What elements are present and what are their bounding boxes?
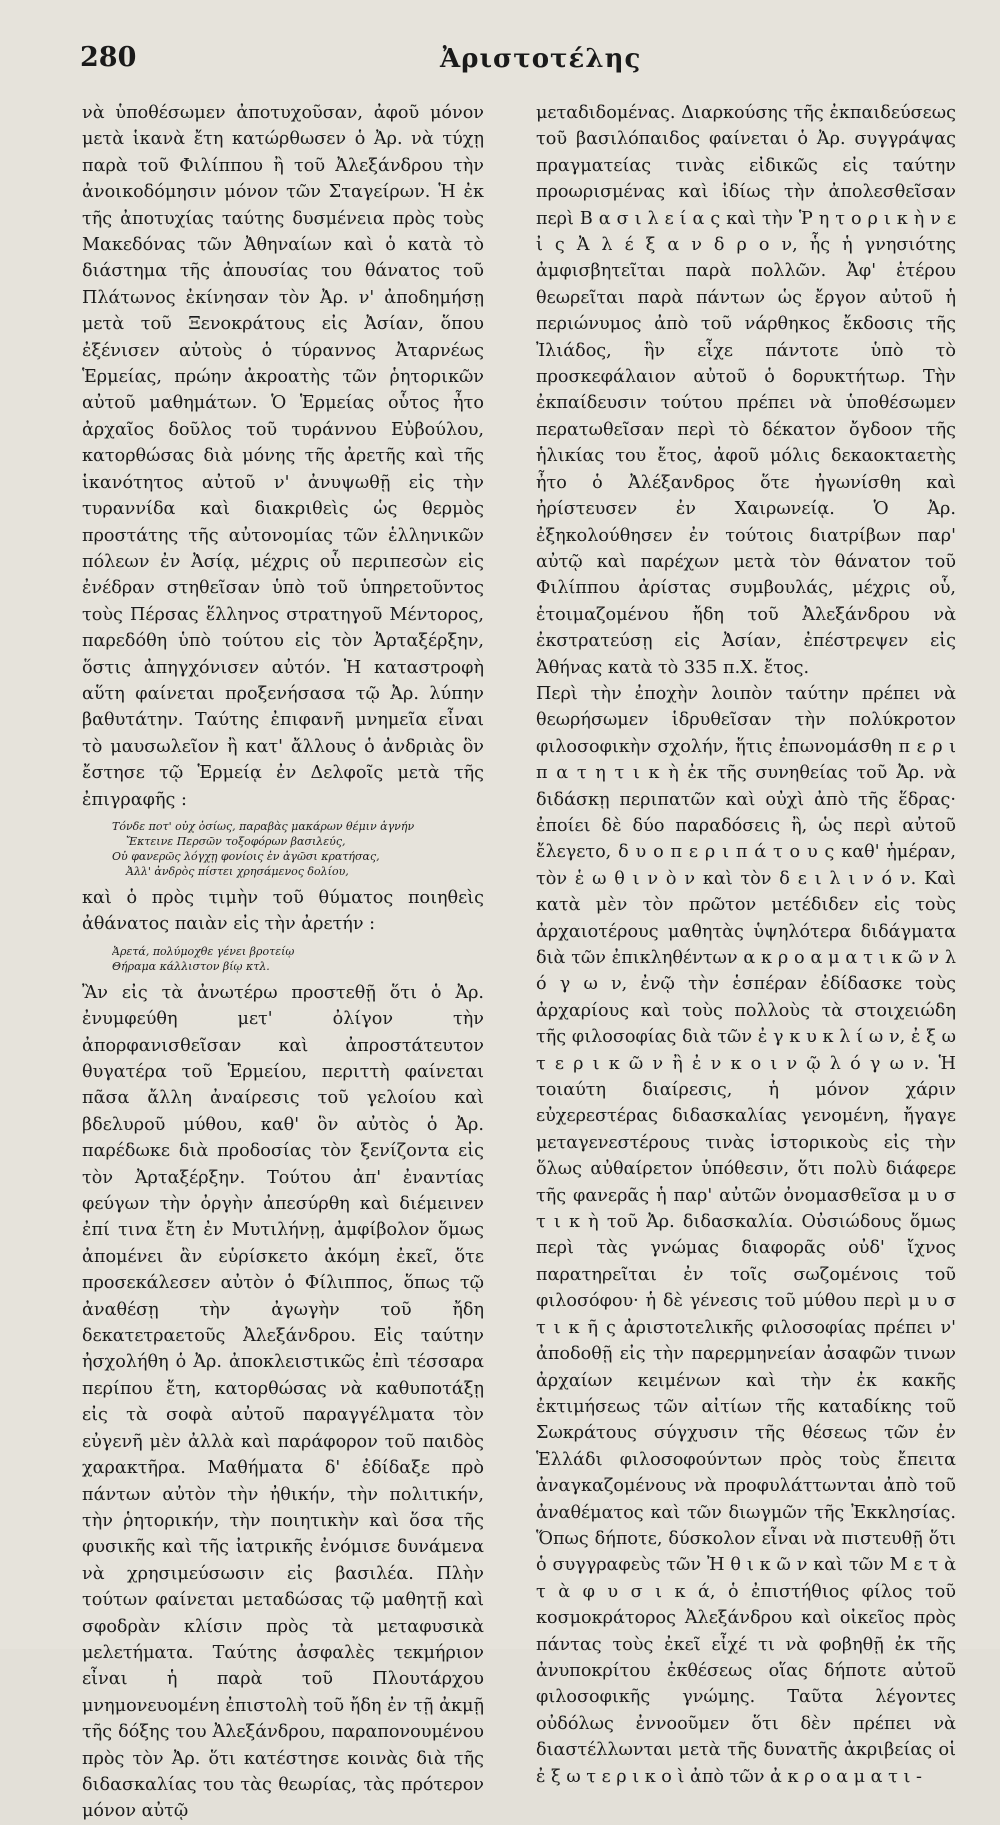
epigram-line: Τόνδε ποτ' οὐχ ὁσίως, παραβὰς μακάρων θέμιν ἁγνήν xyxy=(112,819,415,833)
epigram-hymn xyxy=(112,944,484,974)
page-header xyxy=(80,42,960,82)
epigram-line: Θήραμα κάλλιστον βίῳ κτλ. xyxy=(112,959,270,973)
page-number: 280 xyxy=(80,42,137,73)
running-title: Ἀριστοτέλης xyxy=(440,44,642,74)
epigram-line: Ἀλλ' ἀνδρὸς πίστει χρησάμενος δολίου, xyxy=(126,864,349,878)
right-paragraph-2: Περὶ τὴν ἐποχὴν λοιπὸν ταύτην πρέπει νὰ θεωρήσωμεν ἱδρυθεῖσαν τὴν πολύκροτον φιλοσοφικὴν σχολήν, ἥτις ἐπωνομάσθη π ε ρ ι π α τ η τ ι κ ὴ ἐκ τῆς συνηθείας τοῦ Ἀρ. νὰ διδάσκῃ περιπατῶν καὶ οὐχὶ ἀπὸ τῆς ἕδρας· ἐποίει δὲ δύο παραδόσεις ἢ, ὡς περὶ αὐτοῦ ἔλεγετο, δ υ ο π ε ρ ι π ά τ ο υ ς καθ' ἡμέραν, τὸν ἑ ω θ ι ν ὸ ν καὶ τὸν δ ε ι λ ι ν ό ν. Καὶ κατὰ μὲν τὸν πρῶτον μετέδιδεν εἰς τοὺς ἀρχαιοτέρους μαθητὰς ὑψηλότερα διδάγματα διὰ τῶν ἐπικληθέντων α κ ρ ο α μ α τ ι κ ῶ ν λ ό γ ω ν, ἐνῷ τὴν ἑσπέραν ἐδίδασκε τοὺς ἀρχαρίους καὶ τοὺς πολλοὺς τὰ στοιχειώδη τῆς φιλοσοφίας διὰ τῶν ἐ γ κ υ κ λ ί ω ν, ἐ ξ ω τ ε ρ ι κ ῶ ν ἢ ἐ ν κ ο ι ν ῷ λ ό γ ω ν. Ἡ τοιαύτη διαίρεσις, ἡ μόνον χάριν εὐχερεστέρας διδασκαλίας γενομένη, ἤγαγε μεταγενεστέρους τινὰς ἱστορικοὺς εἰς τὴν ὅλως αὐθαίρετον ὑπόθεσιν, ὅτι πολὺ διάφερε τῆς φανερᾶς ἡ παρ' αὐτῶν ὀνομασθεῖσα μ υ σ τ ι κ ὴ τοῦ Ἀρ. διδασκαλία. Οὐσιώδους ὅμως περὶ τὰς γνώμας διαφορᾶς οὐδ' ἴχνος παρατηρεῖται ἐν τοῖς σωζομένοις τοῦ φιλοσόφου· ἡ δὲ γένεσις τοῦ μύθου περὶ μ υ σ τ ι κ ῆ ς ἀριστοτελικῆς φιλοσοφίας πρέπει ν' ἀποδοθῇ εἰς τὴν παρερμηνείαν ἀσαφῶν τινων ἀρχαίων κειμένων καὶ τὴν ἐκ κακῆς ἐκτιμήσεως τῶν αἰτίων τῆς καταδίκης τοῦ Σωκράτους σύγχυσιν τῆς θέσεως τῶν ἐν Ἑλλάδι φιλοσοφούντων πρὸς τοὺς ἔπειτα ἀναγκαζομένους νὰ προφυλάττωνται ἀπὸ τοῦ ἀναθέματος καὶ τῶν διωγμῶν τῆς Ἐκκλησίας. Ὅπως δήποτε, δύσκολον εἶναι νὰ πιστευθῇ ὅτι ὁ συγγραφεὺς τῶν Ἠ θ ι κ ῶ ν καὶ τῶν Μ ε τ ὰ τ ὰ φ υ σ ι κ ά, ὁ ἐπιστήθιος φίλος τοῦ κοσμοκράτορος Ἀλεξάνδρου καὶ οἰκεῖος πρὸς πάντας τοὺς ἐκεῖ εἶχέ τι νὰ φοβηθῇ ἐκ τῆς ἀνυποκρίτου ἐκθέσεως οἵας δήποτε αὐτοῦ φιλοσοφικῆς γνώμης. Ταῦτα λέγοντες οὐδόλως ἐννοοῦμεν ὅτι δὲν πρέπει νὰ διαστέλλωνται μετὰ τῆς δυνατῆς ἀκριβείας οἱ ἐ ξ ω τ ε ρ ι κ ο ὶ ἀπὸ τῶν ἀ κ ρ ο α μ α τ ι - xyxy=(536,683,956,1787)
epigram-hermias xyxy=(112,819,484,879)
epigram-line: Οὐ φανερῶς λόγχῃ φονίοις ἐν ἀγῶσι κρατήσας, xyxy=(112,849,380,863)
epigram-line: Ἔκτεινε Περσῶν τοξοφόρων βασιλεύς, xyxy=(126,834,346,848)
left-paragraph-1: νὰ ὑποθέσωμεν ἀποτυχοῦσαν, ἀφοῦ μόνον μετὰ ἱκανὰ ἔτη κατώρθωσεν ὁ Ἀρ. νὰ τύχῃ παρὰ τοῦ Φιλίππου ἢ τοῦ Ἀλεξάνδρου τὴν ἀνοικοδόμησιν μόνον τῶν Σταγείρων. Ἡ ἐκ τῆς ἀποτυχίας ταύτης δυσμένεια πρὸς τοὺς Μακεδόνας τῶν Ἀθηναίων καὶ ὁ κατὰ τὸ διάστημα τῆς ἀπουσίας του θάνατος τοῦ Πλάτωνος ἐκίνησαν τὸν Ἀρ. ν' ἀποδημήσῃ μετὰ τοῦ Ξενοκράτους εἰς Ἀσίαν, ὅπου ἐξένισεν αὐτοὺς ὁ τύραννος Ἀταρνέως Ἑρμείας, πρώην ἀκροατὴς τῶν ῥητορικῶν αὐτοῦ μαθημάτων. Ὁ Ἑρμείας οὗτος ἦτο ἀρχαῖος δοῦλος τοῦ τυράννου Εὐβούλου, κατορθώσας διὰ μόνης τῆς ἀρετῆς καὶ τῆς ἱκανότητος αὐτοῦ ν' ἀνυψωθῇ εἰς τὴν τυραννίδα καὶ διακριθεὶς ὡς θερμὸς προστάτης τῆς αὐτονομίας τῶν ἑλληνικῶν πόλεων ἐν Ἀσίᾳ, μέχρις οὗ περιπεσὼν εἰς ἐνέδραν στηθεῖσαν ὑπὸ τοῦ ὑπηρετοῦντος τοὺς Πέρσας ἕλληνος στρατηγοῦ Μέντορος, παρεδόθη ὑπὸ τούτου εἰς τὸν Ἀρταξέρξην, ὅστις ἀπηγχόνισεν αὐτόν. Ἡ καταστροφὴ αὕτη φαίνεται προξενήσασα τῷ Ἀρ. λύπην βαθυτάτην. Ταύτης ἐπιφανῆ μνημεῖα εἶναι τὸ μαυσωλεῖον ἢ κατ' ἄλλους ὁ ἀνδριὰς ὃν ἔστησε τῷ Ἑρμείᾳ ἐν Δελφοῖς μετὰ τῆς ἐπιγραφῆς : xyxy=(82,103,484,810)
left-paragraph-2: καὶ ὁ πρὸς τιμὴν τοῦ θύματος ποιηθεὶς ἀθάνατος παιὰν εἰς τὴν ἀρετήν : xyxy=(82,887,484,935)
right-paragraph-1: μεταδιδομένας. Διαρκούσης τῆς ἐκπαιδεύσεως τοῦ βασιλόπαιδος φαίνεται ὁ Ἀρ. συγγράψας πραγματείας τινὰς εἰδικῶς εἰς ταύτην προωρισμένας καὶ ἰδίως τὴν ἀπολεσθεῖσαν περὶ Β α σ ι λ ε ί α ς καὶ τὴν Ῥ η τ ο ρ ι κ ὴ ν ε ἰ ς Ἀ λ έ ξ α ν δ ρ ο ν, ἧς ἡ γνησιότης ἀμφισβητεῖται παρὰ πολλῶν. Ἀφ' ἑτέρου θεωρεῖται παρὰ πάντων ὡς ἔργον αὐτοῦ ἡ περιώνυμος ἀπὸ τοῦ νάρθηκος ἔκδοσις τῆς Ἰλιάδος, ἣν εἶχε πάντοτε ὑπὸ τὸ προσκεφάλαιον αὐτοῦ ὁ δορυκτήτωρ. Τὴν ἐκπαίδευσιν τούτου πρέπει νὰ ὑποθέσωμεν περατωθεῖσαν περὶ τὸ δέκατον ὄγδοον τῆς ἡλικίας του ἔτος, ἀφοῦ μόλις δεκαοκταετὴς ἦτο ὁ Ἀλέξανδρος ὅτε ἠγωνίσθη καὶ ἠρίστευσεν ἐν Χαιρωνείᾳ. Ὁ Ἀρ. ἐξηκολούθησεν ἐν τούτοις διατρίβων παρ' αὐτῷ καὶ παρέχων μετὰ τὸν θάνατον τοῦ Φιλίππου ἀρίστας συμβουλάς, μέχρις οὗ, ἑτοιμαζομένου ἤδη τοῦ Ἀλεξάνδρου νὰ ἐκστρατεύσῃ εἰς Ἀσίαν, ἐπέστρεψεν εἰς Ἀθήνας κατὰ τὸ 335 π.Χ. ἔτος. xyxy=(536,103,956,678)
right-column xyxy=(536,100,956,1790)
epigram-line: Ἀρετά, πολύμοχθε γένει βροτείῳ xyxy=(112,944,295,958)
left-paragraph-3: Ἂν εἰς τὰ ἀνωτέρω προστεθῇ ὅτι ὁ Ἀρ. ἐνυμφεύθη μετ' ὀλίγον τὴν ἀπορφανισθεῖσαν καὶ ἀπροστάτευτον θυγατέρα τοῦ Ἑρμείου, περιττὴ φαίνεται πᾶσα ἄλλη ἀναίρεσις τοῦ γελοίου καὶ βδελυροῦ μύθου, καθ' ὃν αὐτὸς ὁ Ἀρ. παρέδωκε διὰ προδοσίας τὸν ξενίζοντα εἰς τὸν Ἀρταξέρξην. Τούτου ἀπ' ἐναντίας φεύγων τὴν ὀργὴν ἀπεσύρθη καὶ διέμεινεν ἐπί τινα ἔτη ἐν Μυτιλήνῃ, ἀμφίβολον ὅμως ἀπομένει ἂν εὑρίσκετο ἀκόμη ἐκεῖ, ὅτε προσεκάλεσεν αὐτὸν ὁ Φίλιππος, ὅπως τῷ ἀναθέσῃ τὴν ἀγωγὴν τοῦ ἤδη δεκατετραετοῦς Ἀλεξάνδρου. Εἰς ταύτην ἠσχολήθη ὁ Ἀρ. ἀποκλειστικῶς ἐπὶ τέσσαρα περίπου ἔτη, κατορθώσας νὰ καθυποτάξῃ εἰς τὰ σοφὰ αὐτοῦ παραγγέλματα τὸν εὐγενῆ μὲν ἀλλὰ καὶ παράφορον τοῦ παιδὸς χαρακτῆρα. Μαθήματα δ' ἐδίδαξε πρὸ πάντων αὐτὸν τὴν ἠθικήν, τὴν πολιτικήν, τὴν ῥητορικήν, τὴν ποιητικὴν καὶ ὅσα τῆς φυσικῆς καὶ τῆς ἰατρικῆς ἐνόμισε δυνάμενα νὰ χρησιμεύσωσιν εἰς βασιλέα. Πλὴν τούτων φαίνεται μεταδώσας τῷ μαθητῇ καὶ σφοδρὰν κλίσιν πρὸς τὰ μεταφυσικὰ μελετήματα. Ταύτης ἀσφαλὲς τεκμήριον εἶναι ἡ παρὰ τοῦ Πλουτάρχου μνημονευομένη ἐπιστολὴ τοῦ ἤδη ἐν τῇ ἀκμῇ τῆς δόξης του Ἀλεξάνδρου, παραπονουμένου πρὸς τὸν Ἀρ. ὅτι κατέστησε κοινὰς διὰ τῆς διδασκαλίας του τὰς θεωρίας, τὰς πρότερον μόνον αὐτῷ xyxy=(82,982,484,1822)
left-column xyxy=(82,100,484,1825)
